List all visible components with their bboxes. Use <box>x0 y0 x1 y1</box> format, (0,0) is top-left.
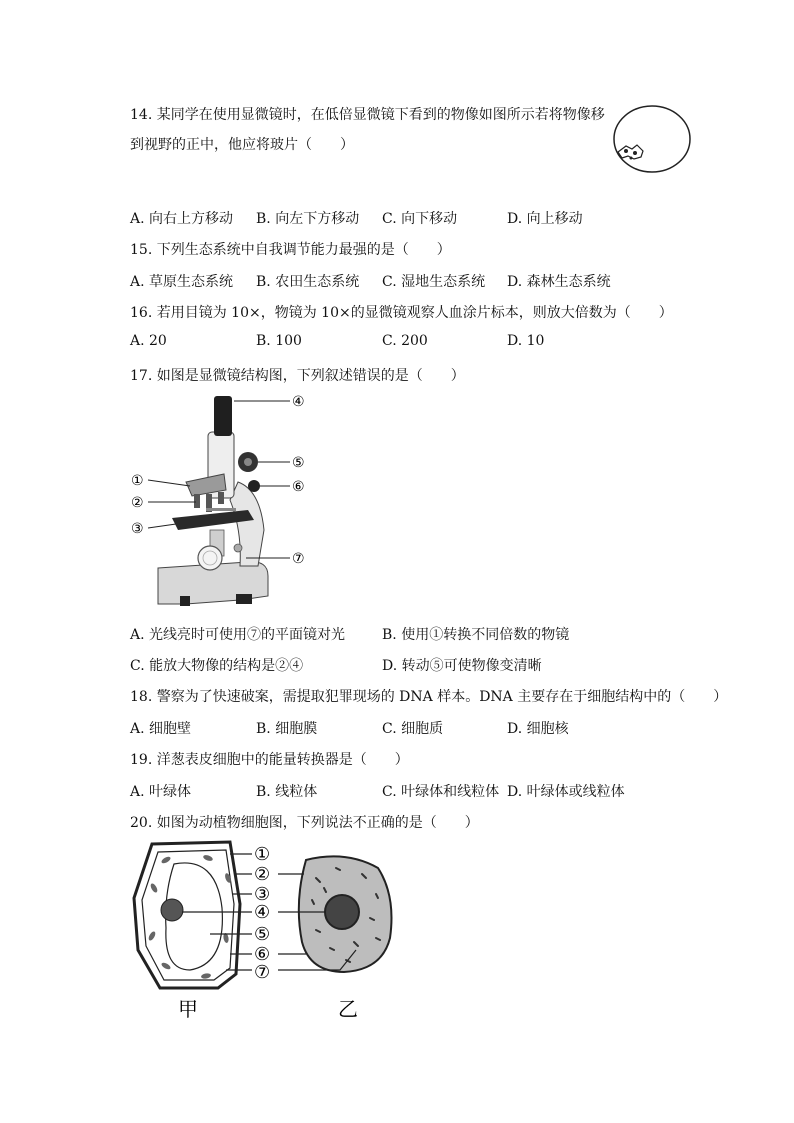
q15-option-b: B. 农田生态系统 <box>256 274 360 290</box>
q14-option-c: C. 向下移动 <box>382 211 458 227</box>
cell-figure <box>130 838 400 1024</box>
q14-stem-line1: 14. 某同学在使用显微镜时，在低倍显微镜下看到的物像如图所示若将物像移 <box>130 107 605 123</box>
q15-stem: 15. 下列生态系统中自我调节能力最强的是（ ） <box>130 242 451 258</box>
q16-option-d: D. 10 <box>507 333 545 349</box>
q14-option-a: A. 向右上方移动 <box>130 211 234 227</box>
cell-label-6: ⑥ <box>254 944 271 965</box>
q18-option-b: B. 细胞膜 <box>256 721 318 737</box>
q17-option-d: D. 转动⑤可使物像变清晰 <box>382 658 542 674</box>
q20-stem: 20. 如图为动植物细胞图，下列说法不正确的是（ ） <box>130 815 479 831</box>
q15-option-c: C. 湿地生态系统 <box>382 274 486 290</box>
q19-option-c: C. 叶绿体和线粒体 <box>382 784 500 800</box>
q17-stem: 17. 如图是显微镜结构图，下列叙述错误的是（ ） <box>130 368 465 384</box>
microscope-label-7: ⑦ <box>292 551 305 567</box>
caption-animal-cell: 乙 <box>338 997 358 1021</box>
q15-option-d: D. 森林生态系统 <box>507 274 611 290</box>
microscope-label-6: ⑥ <box>292 479 305 495</box>
q14-option-b: B. 向左下方移动 <box>256 211 360 227</box>
cell-label-1: ① <box>254 844 271 865</box>
microscope-figure <box>130 390 320 612</box>
cell-label-7: ⑦ <box>254 962 271 983</box>
q19-option-b: B. 线粒体 <box>256 784 318 800</box>
q18-option-d: D. 细胞核 <box>507 721 569 737</box>
q17-option-b: B. 使用①转换不同倍数的物镜 <box>382 627 570 643</box>
microscope-label-5: ⑤ <box>292 455 305 471</box>
q16-option-c: C. 200 <box>382 333 428 349</box>
q17-option-c: C. 能放大物像的结构是②④ <box>130 658 304 674</box>
microscope-label-2: ② <box>131 495 144 511</box>
q18-option-c: C. 细胞质 <box>382 721 444 737</box>
cell-label-3: ③ <box>254 884 271 905</box>
q14-option-d: D. 向上移动 <box>507 211 583 227</box>
cell-label-2: ② <box>254 864 271 885</box>
q18-option-a: A. 细胞壁 <box>130 721 192 737</box>
cell-label-5: ⑤ <box>254 924 271 945</box>
q18-stem: 18. 警察为了快速破案，需提取犯罪现场的 DNA 样本。DNA 主要存在于细胞结构中的（ ） <box>130 689 728 705</box>
q19-stem: 19. 洋葱表皮细胞中的能量转换器是（ ） <box>130 752 409 768</box>
microscope-label-1: ① <box>131 473 144 489</box>
q17-option-a: A. 光线亮时可使用⑦的平面镜对光 <box>130 627 346 643</box>
cell-label-4: ④ <box>254 902 271 923</box>
q16-stem: 16. 若用目镜为 10×，物镜为 10×的显微镜观察人血涂片标本，则放大倍数为（ ） <box>130 305 673 321</box>
microscope-label-4: ④ <box>292 394 305 410</box>
q19-option-a: A. 叶绿体 <box>130 784 192 800</box>
caption-plant-cell: 甲 <box>178 997 198 1021</box>
q14-stem-line2: 到视野的正中，他应将玻片（ ） <box>130 137 354 153</box>
field-of-view-figure <box>612 104 692 176</box>
q16-option-a: A. 20 <box>130 333 167 349</box>
microscope-label-3: ③ <box>131 521 144 537</box>
q19-option-d: D. 叶绿体或线粒体 <box>507 784 625 800</box>
q16-option-b: B. 100 <box>256 333 302 349</box>
q15-option-a: A. 草原生态系统 <box>130 274 234 290</box>
